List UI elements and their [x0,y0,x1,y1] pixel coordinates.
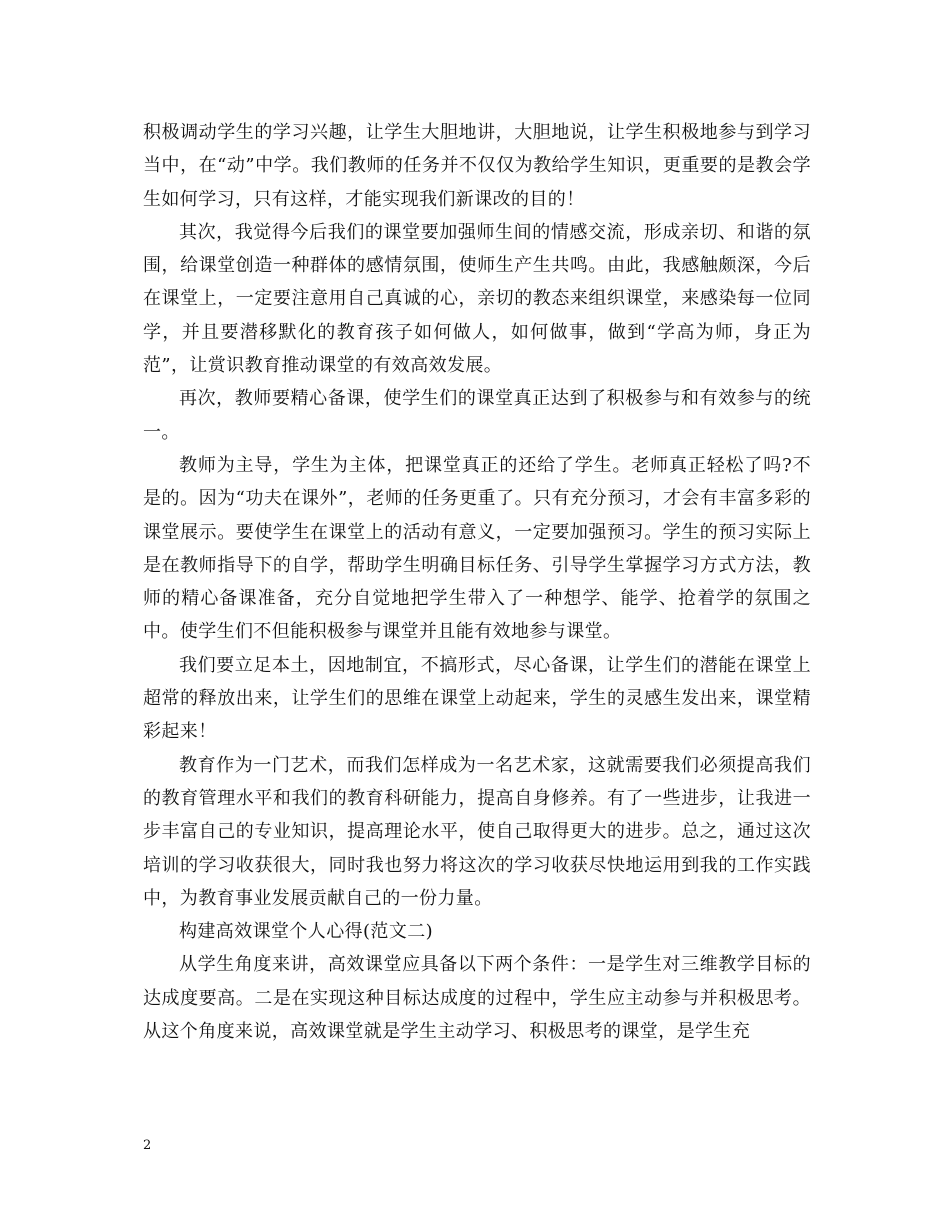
section-heading: 构建高效课堂个人心得(范文二) [179,921,434,943]
paragraph-5: 我们要立足本土，因地制宜，不搞形式，尽心备课，让学生们的潜能在课堂上超常的释放出来，让学生们的思维在课堂上动起来，学生的灵感生发出来，课堂精彩起来！ [143,654,811,743]
paragraph-4: 教师为主导，学生为主体，把课堂真正的还给了学生。老师真正轻松了吗?不是的。因为“功夫在课外”，老师的任务更重了。只有充分预习，才会有丰富多彩的课堂展示。要使学生在课堂上的活动有意义，一定要加强预习。学生的预习实际上是在教师指导下的自学，帮助学生明确目标任务、引导学生掌握学习方式方法，教师的精心备课准备，充分自觉地把学生带入了一种想学、能学、抢着学的氛围之中。使学生们不但能积极参与课堂并且能有效地参与课堂。 [143,454,811,643]
paragraph-7: 从学生角度来讲，高效课堂应具备以下两个条件：一是学生对三维教学目标的达成度要高。二是在实现这种目标达成度的过程中，学生应主动参与并积极思考。从这个角度来说，高效课堂就是学生主动学习、积极思考的课堂，是学生充 [143,954,811,1043]
paragraph-6: 教育作为一门艺术，而我们怎样成为一名艺术家，这就需要我们必须提高我们的教育管理水平和我们的教育科研能力，提高自身修养。有了一些进步，让我进一步丰富自己的专业知识，提高理论水平，使自己取得更大的进步。总之，通过这次培训的学习收获很大，同时我也努力将这次的学习收获尽快地运用到我的工作实践中，为教育事业发展贡献自己的一份力量。 [143,754,811,909]
page-number: 2 [143,1138,152,1153]
paragraph-1: 积极调动学生的学习兴趣，让学生大胆地讲，大胆地说，让学生积极地参与到学习当中，在“动”中学。我们教师的任务并不仅仅为教给学生知识，更重要的是教会学生如何学习，只有这样，才能实现我们新课改的目的！ [143,122,811,210]
paragraph-3: 再次，教师要精心备课，使学生们的课堂真正达到了积极参与和有效参与的统一。 [143,388,811,443]
paragraph-2: 其次，我觉得今后我们的课堂要加强师生间的情感交流，形成亲切、和谐的氛围，给课堂创造一种群体的感情氛围，使师生产生共鸣。由此，我感触颇深，今后在课堂上，一定要注意用自己真诚的心，亲切的教态来组织课堂，来感染每一位同学，并且要潜移默化的教育孩子如何做人，如何做事，做到“学高为师，身正为范”，让赏识教育推动课堂的有效高效发展。 [143,221,811,377]
document-body [143,116,811,1048]
